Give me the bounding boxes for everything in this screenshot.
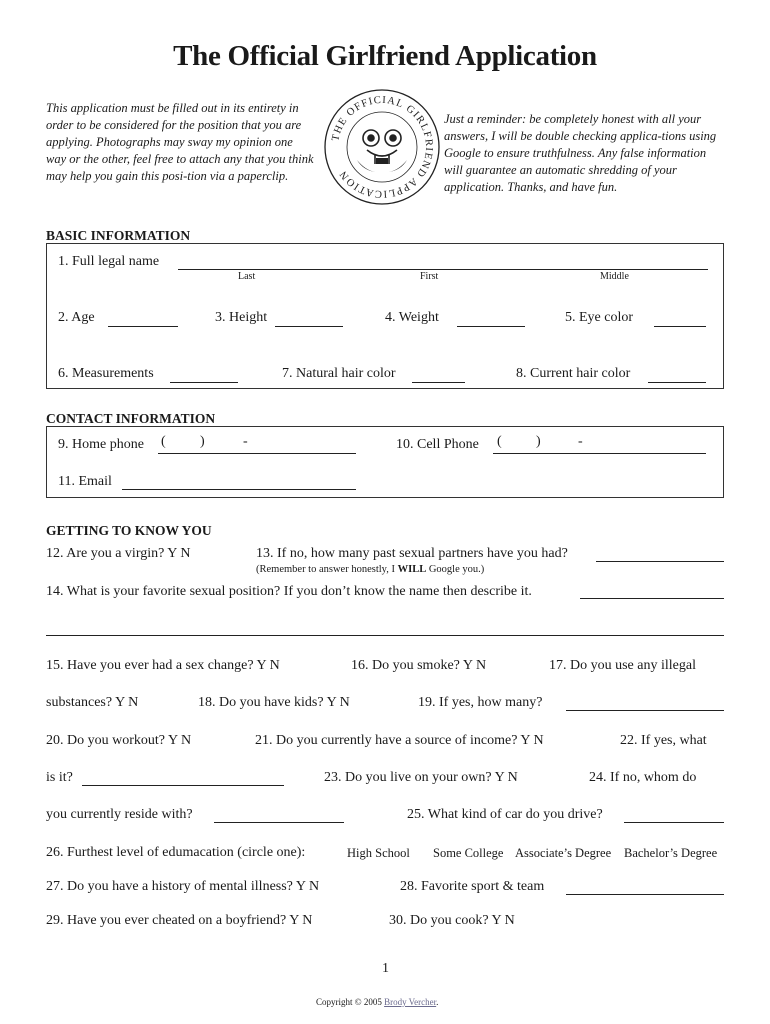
cell-phone-label: 10. Cell Phone — [396, 437, 479, 452]
cell-phone-field[interactable] — [493, 452, 706, 454]
current-hair-label: 8. Current hair color — [516, 366, 631, 381]
q29-cheated: 29. Have you ever cheated on a boyfriend? Y N — [46, 913, 313, 928]
home-phone-dash: - — [243, 434, 248, 449]
q13-partners-field[interactable] — [596, 560, 724, 562]
natural-hair-field[interactable] — [412, 381, 465, 383]
q12-virgin: 12. Are you a virgin? Y N — [46, 546, 191, 561]
q25-car-label: 25. What kind of car do you drive? — [407, 807, 603, 822]
q22-is-it-label: is it? — [46, 770, 73, 785]
q28-sport-label: 28. Favorite sport & team — [400, 879, 545, 894]
copyright-line: Copyright © 2005 Brody Vercher. — [316, 997, 439, 1007]
q24-field[interactable] — [214, 821, 344, 823]
q14-field[interactable] — [580, 597, 724, 599]
q19-how-many-label: 19. If yes, how many? — [418, 695, 543, 710]
measurements-field[interactable] — [170, 381, 238, 383]
basic-info-heading: BASIC INFORMATION — [46, 228, 191, 243]
current-hair-field[interactable] — [648, 381, 706, 383]
q13-partners-label: 13. If no, how many past sexual partners have you had? — [256, 546, 568, 561]
age-field[interactable] — [108, 325, 178, 327]
cell-phone-paren-close: ) — [536, 434, 541, 449]
edu-option-some-college[interactable]: Some College — [433, 846, 504, 860]
name-middle-caption: Middle — [600, 271, 629, 282]
getting-to-know-heading: GETTING TO KNOW YOU — [46, 523, 212, 538]
q27-mental-illness: 27. Do you have a history of mental illness? Y N — [46, 879, 320, 894]
name-first-caption: First — [420, 271, 439, 282]
name-last-caption: Last — [238, 271, 256, 282]
full-name-field[interactable] — [178, 268, 708, 270]
q13-note: (Remember to answer honestly, I WILL Google you.) — [256, 564, 485, 575]
home-phone-label: 9. Home phone — [58, 437, 144, 452]
edu-option-high-school[interactable]: High School — [347, 846, 410, 860]
age-label: 2. Age — [58, 310, 95, 325]
author-link[interactable]: Brody Vercher — [384, 997, 437, 1007]
edu-option-bachelors[interactable]: Bachelor’s Degree — [624, 846, 718, 860]
q16-smoke: 16. Do you smoke? Y N — [351, 658, 487, 673]
page-number: 1 — [382, 961, 389, 976]
weight-label: 4. Weight — [385, 310, 439, 325]
full-name-label: 1. Full legal name — [58, 254, 160, 269]
cell-phone-paren-open: ( — [497, 434, 502, 449]
eye-color-label: 5. Eye color — [565, 310, 634, 325]
home-phone-paren-close: ) — [200, 434, 205, 449]
q17-substances: 17. Do you use any illegal — [549, 658, 696, 673]
email-label: 11. Email — [58, 474, 112, 489]
q30-cook: 30. Do you cook? Y N — [389, 913, 515, 928]
q14-field-second-line[interactable] — [46, 634, 724, 636]
intro-right-text: Just a reminder: be completely honest with all your answers, I will be double checking applica-tions using Google to ensure truthfulness. Any false information will guarantee an automatic shredding of your application. Thanks, and have fun. — [444, 112, 717, 194]
cell-phone-dash: - — [578, 434, 583, 449]
natural-hair-label: 7. Natural hair color — [282, 366, 396, 381]
q17-substances-cont: substances? Y N — [46, 695, 139, 710]
height-field[interactable] — [275, 325, 343, 327]
q21-income: 21. Do you currently have a source of income? Y N — [255, 733, 544, 748]
q25-car-field[interactable] — [624, 821, 724, 823]
page-title: The Official Girlfriend Application — [173, 40, 597, 72]
q14-position-label: 14. What is your favorite sexual position? If you don’t know the name then describe it. — [46, 584, 532, 599]
home-phone-field[interactable] — [158, 452, 356, 454]
q18-kids: 18. Do you have kids? Y N — [198, 695, 350, 710]
q23-live-alone: 23. Do you live on your own? Y N — [324, 770, 518, 785]
q22-field[interactable] — [82, 784, 284, 786]
svg-text:THE OFFICIAL GIRLFRIEND APPLIC — [330, 95, 434, 199]
q19-how-many-field[interactable] — [566, 709, 724, 711]
edu-option-associates[interactable]: Associate’s Degree — [515, 846, 612, 860]
q15-sex-change: 15. Have you ever had a sex change? Y N — [46, 658, 280, 673]
weight-field[interactable] — [457, 325, 525, 327]
intro-left-text: This application must be filled out in its entirety in order to be considered for the position that you are applying. Photographs may sway my opinion one way or the other, feel free to attach any that you think may help you gain this posi-tion via a paperclip. — [46, 101, 314, 183]
seal-text: THE OFFICIAL GIRLFRIEND APPLICATION — [330, 94, 435, 200]
eye-color-field[interactable] — [654, 325, 706, 327]
official-seal-icon — [323, 88, 441, 206]
q24-reside-with-label: you currently reside with? — [46, 807, 193, 822]
contact-info-heading: CONTACT INFORMATION — [46, 411, 216, 426]
q24-reside-with: 24. If no, whom do — [589, 770, 697, 785]
q20-workout: 20. Do you workout? Y N — [46, 733, 192, 748]
q28-sport-field[interactable] — [566, 893, 724, 895]
q26-education-label: 26. Furthest level of edumacation (circle one): — [46, 845, 306, 860]
measurements-label: 6. Measurements — [58, 366, 154, 381]
q22-income-source: 22. If yes, what — [620, 733, 707, 748]
home-phone-paren-open: ( — [161, 434, 166, 449]
email-field[interactable] — [122, 488, 356, 490]
height-label: 3. Height — [215, 310, 268, 325]
